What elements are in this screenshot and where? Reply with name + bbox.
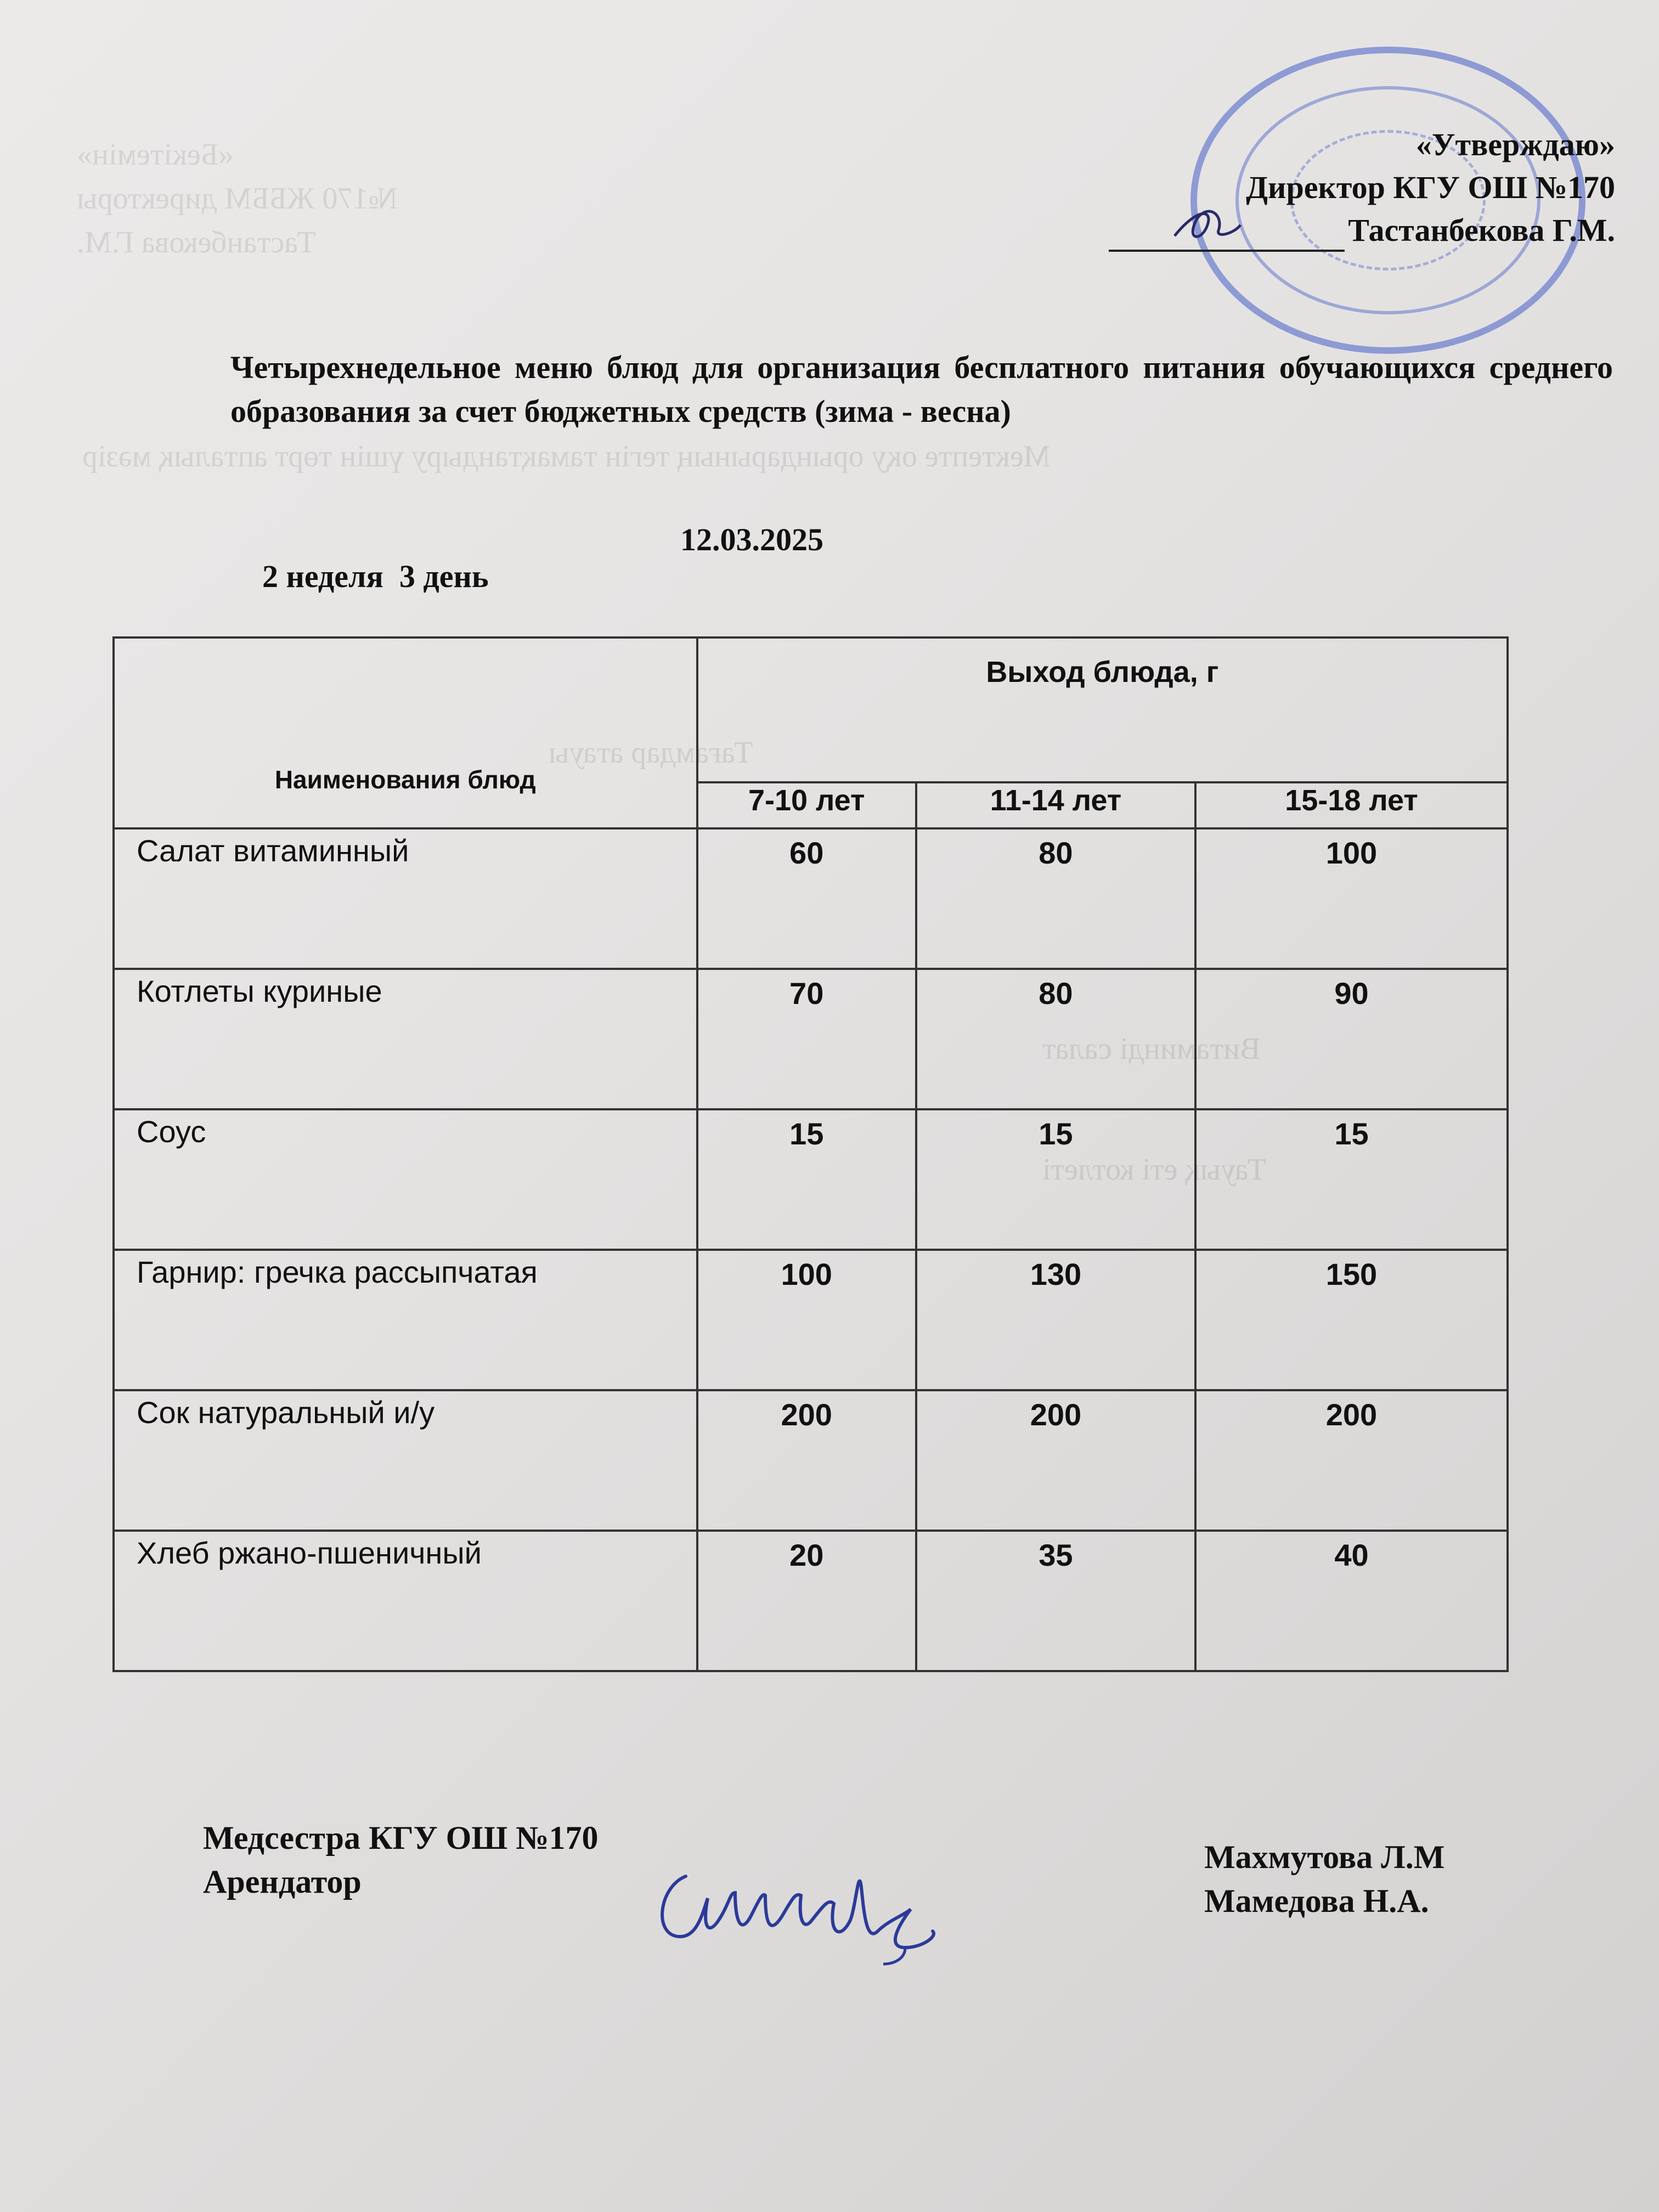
- portion-7-10: 200: [697, 1390, 916, 1531]
- portion-11-14: 80: [916, 969, 1195, 1109]
- table-row: [114, 1250, 1508, 1390]
- dish-name: Котлеты куриные: [114, 969, 697, 1109]
- dish-name-header: Наименования блюд: [114, 637, 697, 828]
- dish-name: Салат витаминный: [114, 828, 697, 969]
- week-day: 2 неделя 3 день: [262, 558, 489, 594]
- portion-15-18: 15: [1195, 1109, 1508, 1250]
- age-group-header: 7-10 лет: [697, 782, 916, 828]
- table-row: [114, 828, 1508, 969]
- approval-block: [1109, 123, 1615, 252]
- bleed-through-text: №170 ЖББМ директоры: [77, 182, 398, 216]
- approval-heading: «Утверждаю»: [1415, 127, 1615, 162]
- dish-name: Сок натуральный и/у: [114, 1390, 697, 1531]
- dish-name: Соус: [114, 1109, 697, 1250]
- portion-7-10: 70: [697, 969, 916, 1109]
- menu-table: [112, 636, 1509, 1672]
- portion-output-header: Выход блюда, г: [697, 637, 1508, 782]
- menu-date: 12.03.2025: [680, 522, 823, 557]
- bleed-through-text: Тастанбекова Г.М.: [77, 225, 316, 259]
- bleed-through-text: «Бекітемін»: [77, 138, 234, 172]
- tenant-name: Мамедова Н.А.: [1204, 1883, 1429, 1919]
- portion-7-10: 100: [697, 1250, 916, 1390]
- portion-15-18: 150: [1195, 1250, 1508, 1390]
- portion-7-10: 20: [697, 1531, 916, 1671]
- nurse-position: Медсестра КГУ ОШ №170: [203, 1820, 599, 1856]
- age-group-header: 15-18 лет: [1195, 782, 1508, 828]
- bleed-through-text: Витаминді салат: [1042, 1032, 1261, 1066]
- portion-7-10: 60: [697, 828, 916, 969]
- table-row: [114, 1109, 1508, 1250]
- director-name: Тастанбекова Г.М.: [1348, 212, 1615, 248]
- table-row: [114, 1390, 1508, 1531]
- handwritten-signature: [647, 1854, 944, 1975]
- bleed-through-text: Тағамдар атауы: [549, 736, 753, 770]
- portion-11-14: 15: [916, 1109, 1195, 1250]
- portion-15-18: 100: [1195, 828, 1508, 969]
- bleed-through-text: Тауық еті котлеті: [1042, 1153, 1267, 1187]
- approval-position: Директор КГУ ОШ №170: [1246, 170, 1615, 205]
- dish-name: Гарнир: гречка рассыпчатая: [114, 1250, 697, 1390]
- portion-15-18: 200: [1195, 1390, 1508, 1531]
- portion-11-14: 130: [916, 1250, 1195, 1390]
- portion-7-10: 15: [697, 1109, 916, 1250]
- director-signature: [1164, 203, 1400, 247]
- table-row: [114, 969, 1508, 1109]
- portion-11-14: 35: [916, 1531, 1195, 1671]
- tenant-position: Арендатор: [203, 1864, 362, 1900]
- dish-name: Хлеб ржано-пшеничный: [114, 1531, 697, 1671]
- document-title: Четырехнедельное меню блюд для организация бесплатного питания обучающихся среднего образования за счет бюджетных средств (зима - весна): [230, 349, 1613, 429]
- footer-positions: [203, 1816, 599, 1904]
- footer-names: [1204, 1835, 1444, 1923]
- portion-15-18: 40: [1195, 1531, 1508, 1671]
- age-group-header: 11-14 лет: [916, 782, 1195, 828]
- portion-15-18: 90: [1195, 969, 1508, 1109]
- table-row: [114, 1531, 1508, 1671]
- portion-11-14: 80: [916, 828, 1195, 969]
- bleed-through-text: Мектепте оқу орындарының тегін тамақтандыру үшін төрт апталық мәзір: [82, 439, 1051, 473]
- director-signature-line: [1109, 228, 1345, 252]
- nurse-name: Махмутова Л.М: [1204, 1839, 1445, 1875]
- portion-11-14: 200: [916, 1390, 1195, 1531]
